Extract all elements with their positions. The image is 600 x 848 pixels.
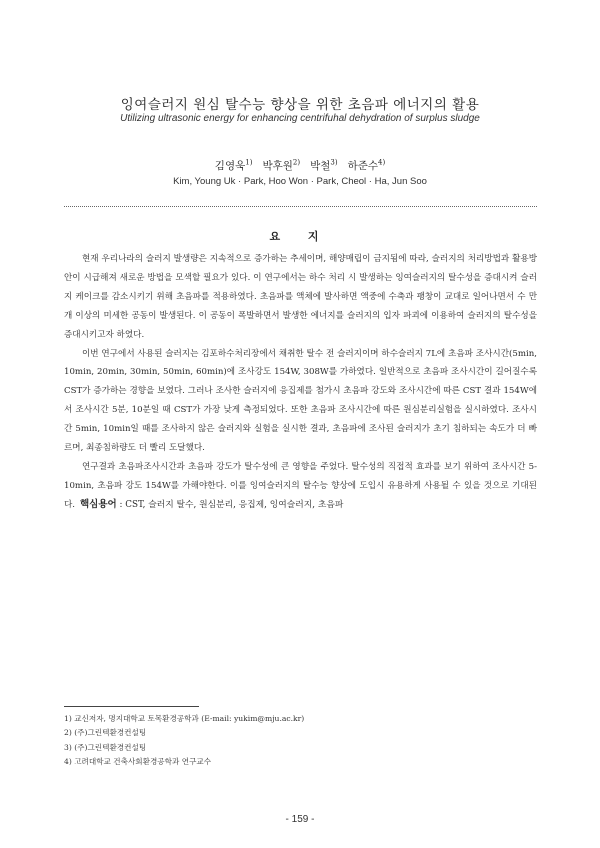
footnote: 3) (주)그린텍환경컨설팅 (64, 742, 147, 752)
keywords-list: : CST, 슬러지 탈수, 원심분리, 응집제, 잉여슬러지, 초음파 (116, 500, 344, 510)
paper-title-korean: 잉여슬러지 원심 탈수능 향상을 위한 초음파 에너지의 활용 (120, 97, 480, 113)
abstract-body (64, 250, 537, 515)
footnote: 4) 고려대학교 건축사회환경공학과 연구교수 (64, 756, 212, 766)
author-name: 김영욱 (214, 160, 246, 172)
author-affiliation-marker: 4) (378, 158, 386, 167)
page-number: - 159 - (285, 814, 315, 825)
footnotes (64, 712, 304, 769)
abstract-paragraph: 현재 우리나라의 슬러지 발생량은 지속적으로 증가하는 추세이며, 해양매립이 금지됨에 따라, 슬러지의 처리방법과 활용방안이 시급해져 새로운 방법을 모색할 필요가 있다. 이 연구에서는 하수 처리 시 발생하는 잉여슬러지의 탈수성을 증대시켜 슬러지 케이크를 감소시키기 위해 초음파를 적용하였다. 초음파를 액체에 발사하면 액중에 수축과 팽창이 교대로 일어나면서 수 만개 이상의 미세한 공동이 발생된다. 이 공동이 폭발하면서 발생한 에너지를 슬러지의 입자 파괴에 이용하여 슬러지의 탈수성을 증대시키고자 하였다. (64, 254, 537, 340)
author-affiliation-marker: 2) (292, 158, 301, 167)
authors-english: Kim, Young Uk · Park, Hoo Won · Park, Cheol · Ha, Jun Soo (173, 176, 427, 187)
footnote: 1) 교신저자, 명지대학교 토목환경공학과 (E-mail: yukim@mju.ac.kr) (64, 714, 305, 723)
abstract-paragraph: 연구결과 초음파조사시간과 초음파 강도가 탈수성에 큰 영향을 주었다. 탈수성의 직접적 효과를 보기 위하여 조사시간 5-10min, 초음파 강도 154W를 가해야한다. 이를 잉여슬러지의 탈수능 향상에 도입시 유용하게 사용될 수 있을 것으로 기대된다. (64, 461, 537, 510)
footnote: 2) (주)그린텍환경컨설팅 (64, 728, 147, 738)
authors-korean (0, 158, 600, 173)
section-divider (64, 206, 537, 207)
keywords (80, 496, 343, 510)
author-name: 박후원 (262, 160, 293, 172)
author-name: 박철 (310, 160, 331, 172)
footnote-divider (64, 706, 199, 707)
author-affiliation-marker: 3) (330, 158, 338, 167)
paper-title-english: Utilizing ultrasonic energy for enhancing centrifuhal dehydration of surplus sludge (120, 113, 480, 124)
abstract-heading: 요 지 (269, 230, 331, 243)
abstract-paragraph: 이번 연구에서 사용된 슬러지는 김포하수처리장에서 채취한 탈수 전 슬러지이며 하수슬러지 7L에 초음파 조사시간(5min, 10min, 20min, 30min, 50min, 60min)에 조사강도 154W, 308W를 가하였다. 일반적으로 초음파 조사시간이 길어질수록 CST가 증가하는 경향을 보였다. 그러나 조사한 슬러지에 응집제를 첨가시 초음파 강도와 조사시간에 따른 CST 결과 154W에서 조사시간 5분, 10분일 때 CST가 가장 낮게 측정되었다. 또한 초음파 조사시간에 따른 원심분리실험을 실시하였다. 조사시간 5min, 10min일 때를 조사하지 않은 슬러지와 실험을 실시한 결과, 초음파에 조사된 슬러지가 초기 침하되는 속도가 더 빠르며, 최종침하량도 더 빨리 도달했다. (64, 348, 537, 454)
keywords-label: 핵심용어 (80, 499, 117, 510)
author-name: 하준수 (347, 160, 379, 172)
author-affiliation-marker: 1) (245, 158, 253, 167)
